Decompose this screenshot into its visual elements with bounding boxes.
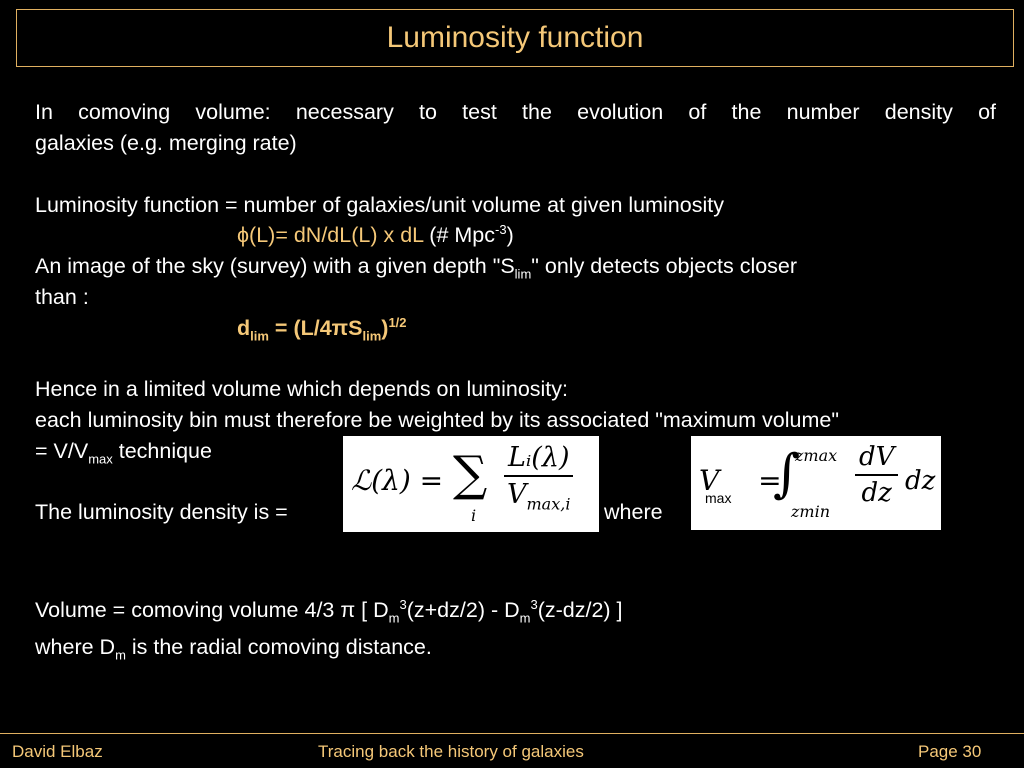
title-box: [16, 9, 1014, 67]
formula2-fraction: [855, 442, 898, 508]
slide-title: Luminosity function: [386, 21, 644, 54]
dm-sub: m: [115, 647, 126, 663]
dlim-sup: 1/2: [388, 314, 407, 330]
survey-depth-sub: lim: [514, 266, 532, 282]
vmax-formula: [691, 436, 941, 530]
dlim-formula: [237, 314, 407, 344]
volume-line: [35, 596, 623, 626]
formula2-eq: =: [749, 464, 782, 497]
paragraph-1-line-1: In comoving volume: necessary to test the evolution of the number density of: [35, 100, 996, 124]
volume-post: (z-dz/2) ]: [537, 598, 623, 622]
dm-post: is the radial comoving distance.: [125, 635, 432, 659]
phi-units-pre: (# Mpc: [423, 223, 495, 247]
footer-author: David Elbaz: [12, 742, 103, 761]
footer-page-number: Page 30: [918, 742, 982, 761]
phi-formula: ϕ(L)= dN/dL(L) x dL: [237, 223, 424, 247]
dm-pre: where D: [35, 635, 116, 659]
survey-depth-line: [35, 253, 798, 282]
formula1-den-sub: max,i: [526, 494, 571, 514]
formula1-lhs: ℒ(λ) =: [351, 464, 444, 497]
vmax-technique-line: [35, 438, 212, 467]
survey-depth-post: " only detects objects closer: [531, 254, 798, 278]
footer-divider: [0, 733, 1024, 734]
formula2-lower-limit: zmin: [791, 502, 831, 521]
dlim-mid: = (L/4πS: [268, 316, 363, 340]
where-label: where: [604, 500, 663, 524]
limited-volume-line: Hence in a limited volume which depends on luminosity:: [35, 377, 568, 401]
phi-formula-line: [237, 222, 514, 248]
formula2-numerator: dV: [855, 442, 898, 476]
volume-sub-2: m: [519, 610, 531, 626]
volume-pre: Volume = comoving volume 4/3 π [ D: [35, 598, 389, 622]
formula1-fraction: [503, 442, 574, 514]
formula1-sum-index: i: [471, 506, 477, 525]
survey-depth-pre: An image of the sky (survey) with a given depth "S: [35, 254, 515, 278]
luminosity-density-formula: [343, 436, 599, 532]
phi-units-sup: -3: [495, 221, 507, 237]
volume-mid: (z+dz/2) - D: [406, 598, 520, 622]
volume-sup-1: 3: [399, 596, 407, 612]
survey-depth-line-2: than :: [35, 285, 89, 309]
formula2-tail: dz: [905, 466, 936, 496]
dlim-sub-2: lim: [362, 328, 382, 344]
paragraph-1-line-2: galaxies (e.g. merging rate): [35, 131, 297, 155]
formula1-denominator: [503, 477, 574, 514]
dlim-d: d: [237, 316, 251, 340]
dlim-sub-1: lim: [250, 328, 269, 344]
formula1-numerator: Lᵢ(λ): [504, 442, 574, 477]
lf-definition: Luminosity function = number of galaxies/unit volume at given luminosity: [35, 193, 724, 217]
phi-units-post: ): [506, 223, 514, 247]
volume-sup-2: 3: [530, 596, 538, 612]
vmax-technique-post: technique: [112, 439, 212, 463]
volume-sub-1: m: [388, 610, 400, 626]
comoving-distance-line: [35, 634, 432, 663]
formula2-v: V: [699, 464, 720, 497]
vmax-technique-sub: max: [88, 451, 113, 467]
formula2-denominator: dz: [861, 478, 892, 508]
weighting-line: each luminosity bin must therefore be weighted by its associated "maximum volume": [35, 408, 839, 432]
formula1-sum: ∑: [453, 446, 488, 502]
vmax-sub-label: max: [705, 490, 732, 506]
formula2-upper-limit: zmax: [795, 446, 838, 465]
formula1-den-v: V: [507, 479, 527, 510]
formula2-integral: ∫: [773, 444, 801, 504]
vmax-technique-pre: = V/V: [35, 439, 89, 463]
luminosity-density-label: The luminosity density is =: [35, 500, 288, 524]
dlim-close: ): [381, 316, 389, 340]
footer-talk-title: Tracing back the history of galaxies: [318, 742, 584, 761]
